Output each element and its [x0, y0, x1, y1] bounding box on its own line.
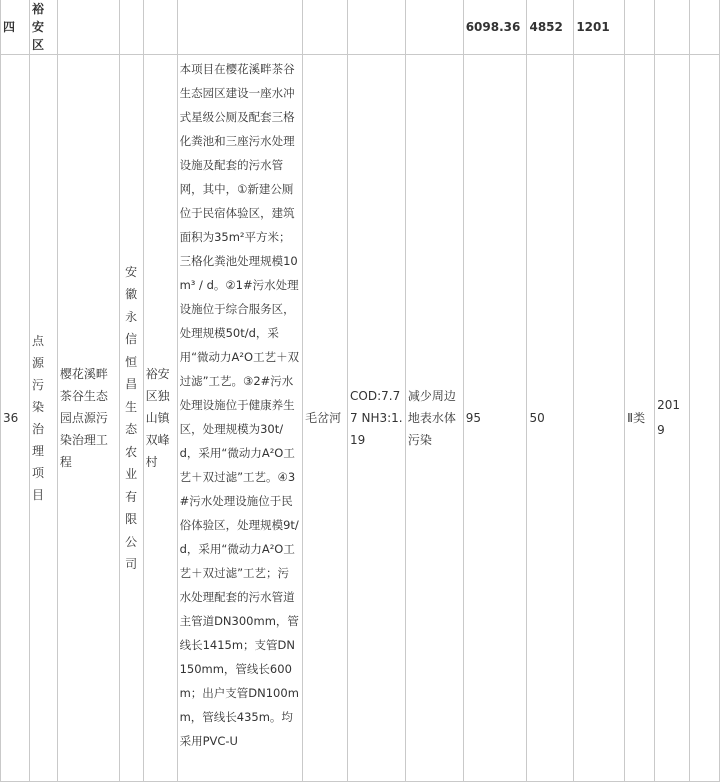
- summary-region: 裕安区: [29, 0, 57, 55]
- project-name: 樱花溪畔茶谷生态园点源污染治理工程: [57, 55, 119, 782]
- project-year: 2019: [655, 55, 690, 782]
- project-row: [1, 55, 720, 782]
- summary-col-b: 4852: [527, 0, 574, 55]
- summary-index: 四: [1, 0, 30, 55]
- summary-col-c: 1201: [574, 0, 625, 55]
- summary-total-investment: 6098.36: [463, 0, 527, 55]
- project-subsidy: 50: [527, 55, 574, 782]
- project-location: 裕安区独山镇双峰村: [143, 55, 177, 782]
- project-blank: [574, 55, 625, 782]
- project-river: 毛岔河: [303, 55, 348, 782]
- project-category: 点源污染治理项目: [29, 55, 57, 782]
- project-index: 36: [1, 55, 30, 782]
- summary-row: [1, 0, 720, 55]
- project-goal: 减少周边地表水体污染: [405, 55, 463, 782]
- project-company: 安徽永信恒昌生态农业有限公司: [119, 55, 143, 782]
- project-content: 本项目在樱花溪畔茶谷生态园区建设一座水冲式星级公厕及配套三格化粪池和三座污水处理设施及配套的污水管网，其中，①新建公厕位于民宿体验区，建筑面积为35m²平方米；三格化粪池处理规模10m³ / d。②1#污水处理设施位于综合服务区，处理规模50t/d，采用“微动力A²O工艺＋双过滤”工艺。③2#污水处理设施位于健康养生区，处理规模为30t/d，采用“微动力A²O工艺＋双过滤”工艺。④3#污水处理设施位于民俗体验区，处理规模9t/d，采用“微动力A²O工艺＋双过滤”工艺；污水处理配套的污水管道主管道DN300mm，管线长1415m；支管DN150mm，管线长600m；出户支管DN100mm，管线长435m。均采用PVC-U: [177, 55, 303, 782]
- project-water-class: Ⅱ类: [625, 55, 655, 782]
- project-investment: 95: [463, 55, 527, 782]
- project-water-quality: COD:7.77 NH3:1.19: [348, 55, 406, 782]
